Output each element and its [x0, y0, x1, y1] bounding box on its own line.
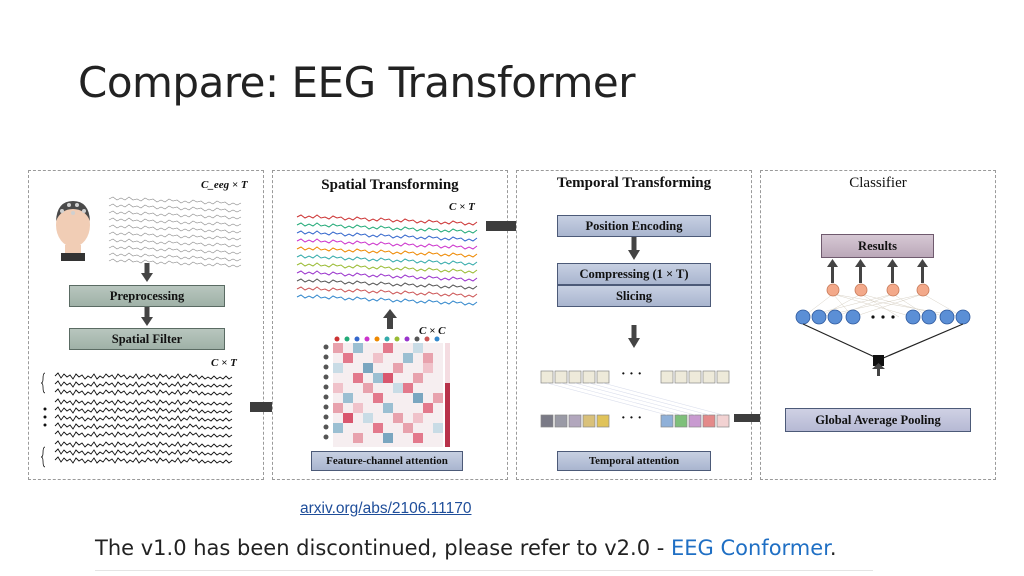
panel-title: Temporal Transforming [556, 175, 712, 191]
arxiv-link[interactable]: arxiv.org/abs/2106.11170 [300, 500, 472, 517]
slide-title: Compare: EEG Transformer [78, 58, 636, 107]
compressing-box: Compressing (1 × T) [557, 263, 711, 285]
feature-channel-attention-box: Feature-channel attention [311, 451, 463, 471]
preprocessing-box: Preprocessing [69, 285, 225, 307]
panel-spatial-transforming [272, 170, 508, 480]
ellipsis: · · · [621, 367, 643, 382]
down-arrow [141, 307, 153, 327]
results-box: Results [821, 234, 934, 258]
spatial-output-label: C × T [449, 201, 475, 213]
raw-matrix-label: C_eeg × T [201, 179, 248, 191]
down-arrow [141, 263, 153, 283]
notice-period: . [829, 536, 837, 560]
discontinued-notice [95, 536, 837, 560]
attention-matrix [321, 335, 451, 451]
notice-divider [95, 570, 873, 571]
position-encoding-box: Position Encoding [557, 215, 711, 237]
attention-matrix-label: C × C [419, 325, 446, 337]
raw-eeg-traces [109, 195, 249, 263]
filtered-matrix-label: C × T [211, 357, 237, 369]
panel-title: Classifier [849, 175, 907, 191]
filtered-eeg-traces [41, 371, 241, 467]
global-average-pooling-box: Global Average Pooling [785, 408, 971, 432]
eeg-conformer-link[interactable]: EEG Conformer [671, 536, 830, 560]
classifier-network [791, 259, 981, 381]
down-arrow [628, 325, 640, 349]
panel-temporal-transforming [516, 170, 752, 480]
temporal-attention-box: Temporal attention [557, 451, 711, 471]
panel-title: Spatial Transforming [321, 177, 459, 193]
panel-classifier [760, 170, 996, 480]
ellipsis: · · · [621, 411, 643, 426]
colored-eeg-traces [297, 213, 481, 303]
down-arrow [628, 237, 640, 261]
panel-preprocessing [28, 170, 264, 480]
notice-text: The v1.0 has been discontinued, please refer to v2.0 - [95, 536, 671, 560]
spatial-filter-box: Spatial Filter [69, 328, 225, 350]
eeg-head-icon [49, 195, 97, 265]
up-arrow [383, 309, 397, 329]
slicing-box: Slicing [557, 285, 711, 307]
